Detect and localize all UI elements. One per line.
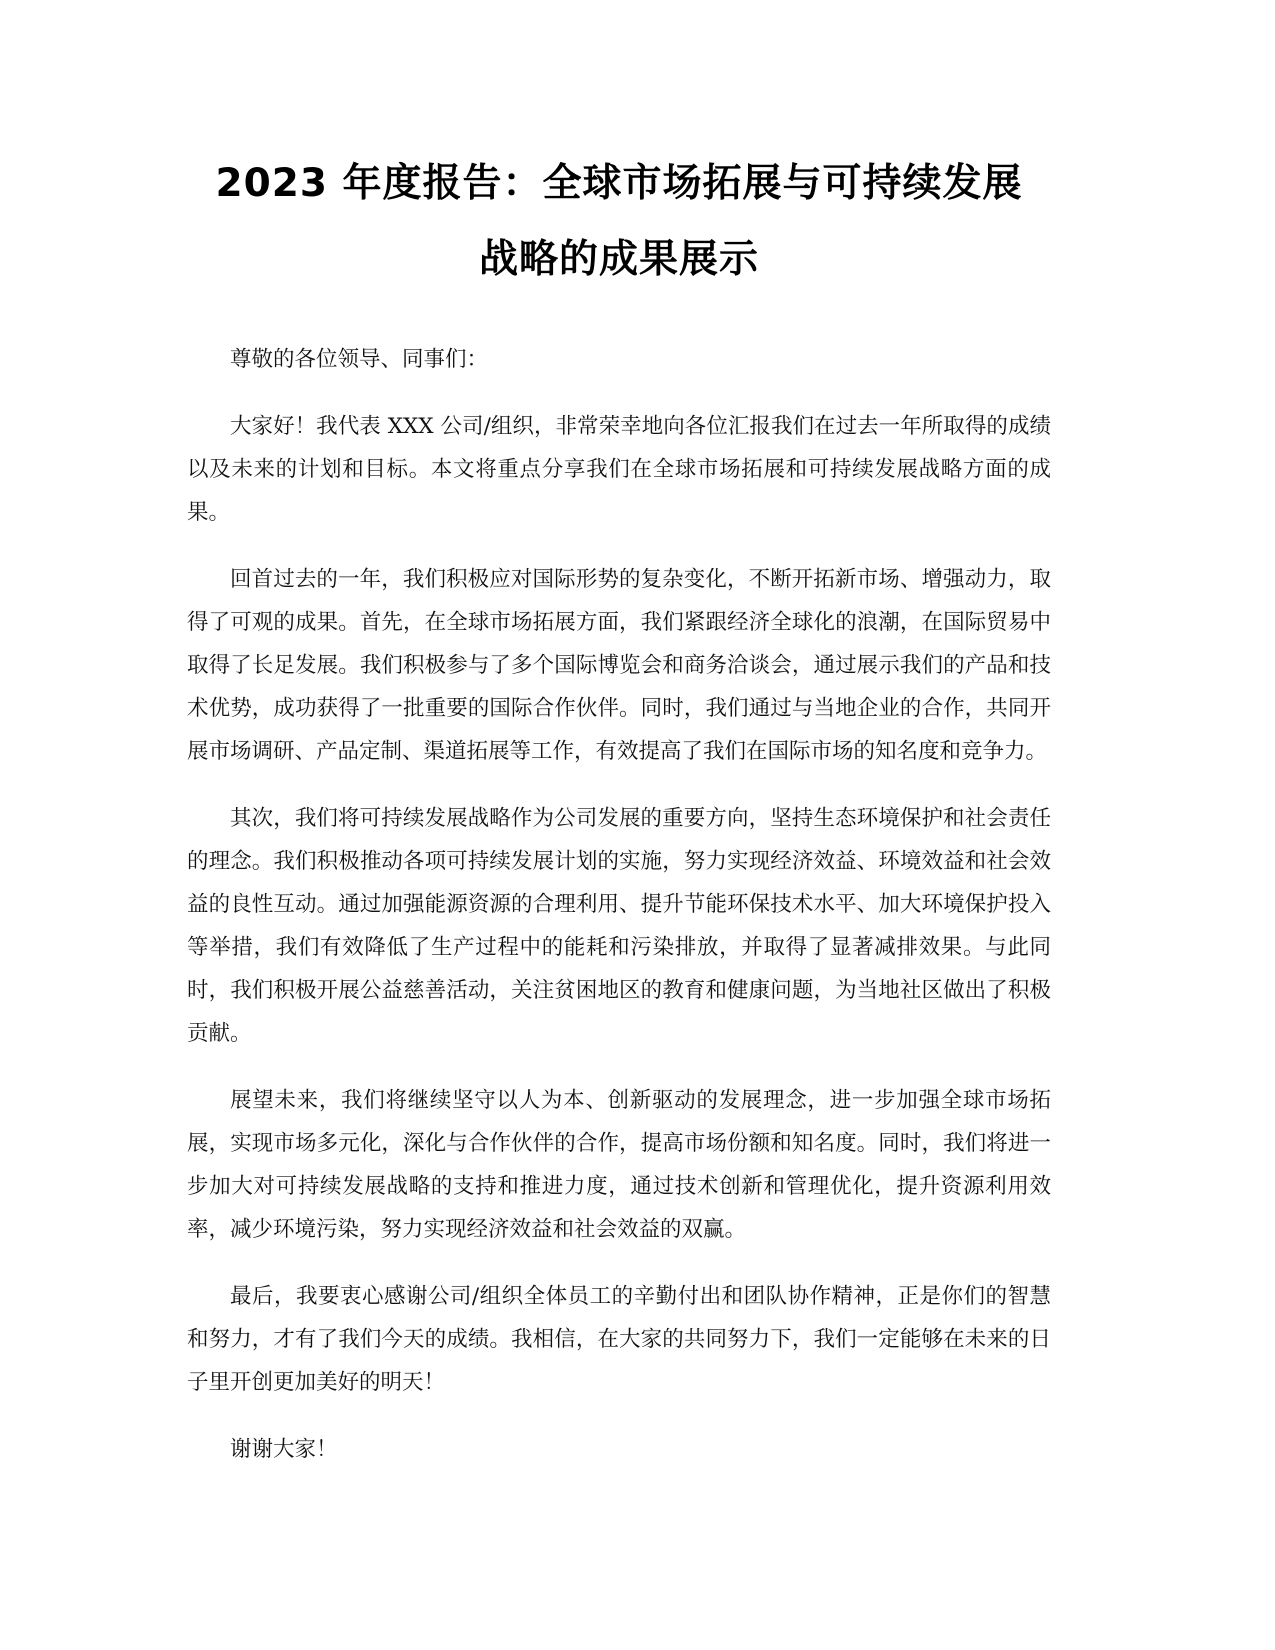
outlook-paragraph: 展望未来，我们将继续坚守以人为本、创新驱动的发展理念，进一步加强全球市场拓展，实现市场多元化，深化与合作伙伴的合作，提高市场份额和知名度。同时，我们将进一步加大对可持续发展战略的支持和推进力度，通过技术创新和管理优化，提升资源利用效率，减少环境污染，努力实现经济效益和社会效益的双赢。 bbox=[187, 1088, 1051, 1242]
review-paragraph: 回首过去的一年，我们积极应对国际形势的复杂变化，不断开拓新市场、增强动力，取得了可观的成果。首先，在全球市场拓展方面，我们紧跟经济全球化的浪潮，在国际贸易中取得了长足发展。我们积极参与了多个国际博览会和商务洽谈会，通过展示我们的产品和技术优势，成功获得了一批重要的国际合作伙伴。同时，我们通过与当地企业的合作，共同开展市场调研、产品定制、渠道拓展等工作，有效提高了我们在国际市场的知名度和竞争力。 bbox=[187, 567, 1051, 764]
opening-paragraph: 大家好！我代表 XXX 公司/组织，非常荣幸地向各位汇报我们在过去一年所取得的成绩以及未来的计划和目标。本文将重点分享我们在全球市场拓展和可持续发展战略方面的成果。 bbox=[187, 414, 1051, 525]
closing-paragraph: 谢谢大家！ bbox=[230, 1437, 338, 1462]
title-line-1: 2023 年度报告：全球市场拓展与可持续发展 bbox=[215, 161, 1023, 206]
salutation-paragraph: 尊敬的各位领导、同事们： bbox=[230, 347, 489, 372]
document-title bbox=[187, 146, 1051, 298]
thanks-paragraph: 最后，我要衷心感谢公司/组织全体员工的辛勤付出和团队协作精神，正是你们的智慧和努力，才有了我们今天的成绩。我相信，在大家的共同努力下，我们一定能够在未来的日子里开创更加美好的明天！ bbox=[187, 1284, 1051, 1395]
title-line-2: 战略的成果展示 bbox=[478, 237, 759, 282]
document-body bbox=[187, 338, 1051, 1471]
sustainability-paragraph: 其次，我们将可持续发展战略作为公司发展的重要方向，坚持生态环境保护和社会责任的理念。我们积极推动各项可持续发展计划的实施，努力实现经济效益、环境效益和社会效益的良性互动。通过加强能源资源的合理利用、提升节能环保技术水平、加大环境保护投入等举措，我们有效降低了生产过程中的能耗和污染排放，并取得了显著减排效果。与此同时，我们积极开展公益慈善活动，关注贫困地区的教育和健康问题，为当地社区做出了积极贡献。 bbox=[187, 806, 1051, 1046]
